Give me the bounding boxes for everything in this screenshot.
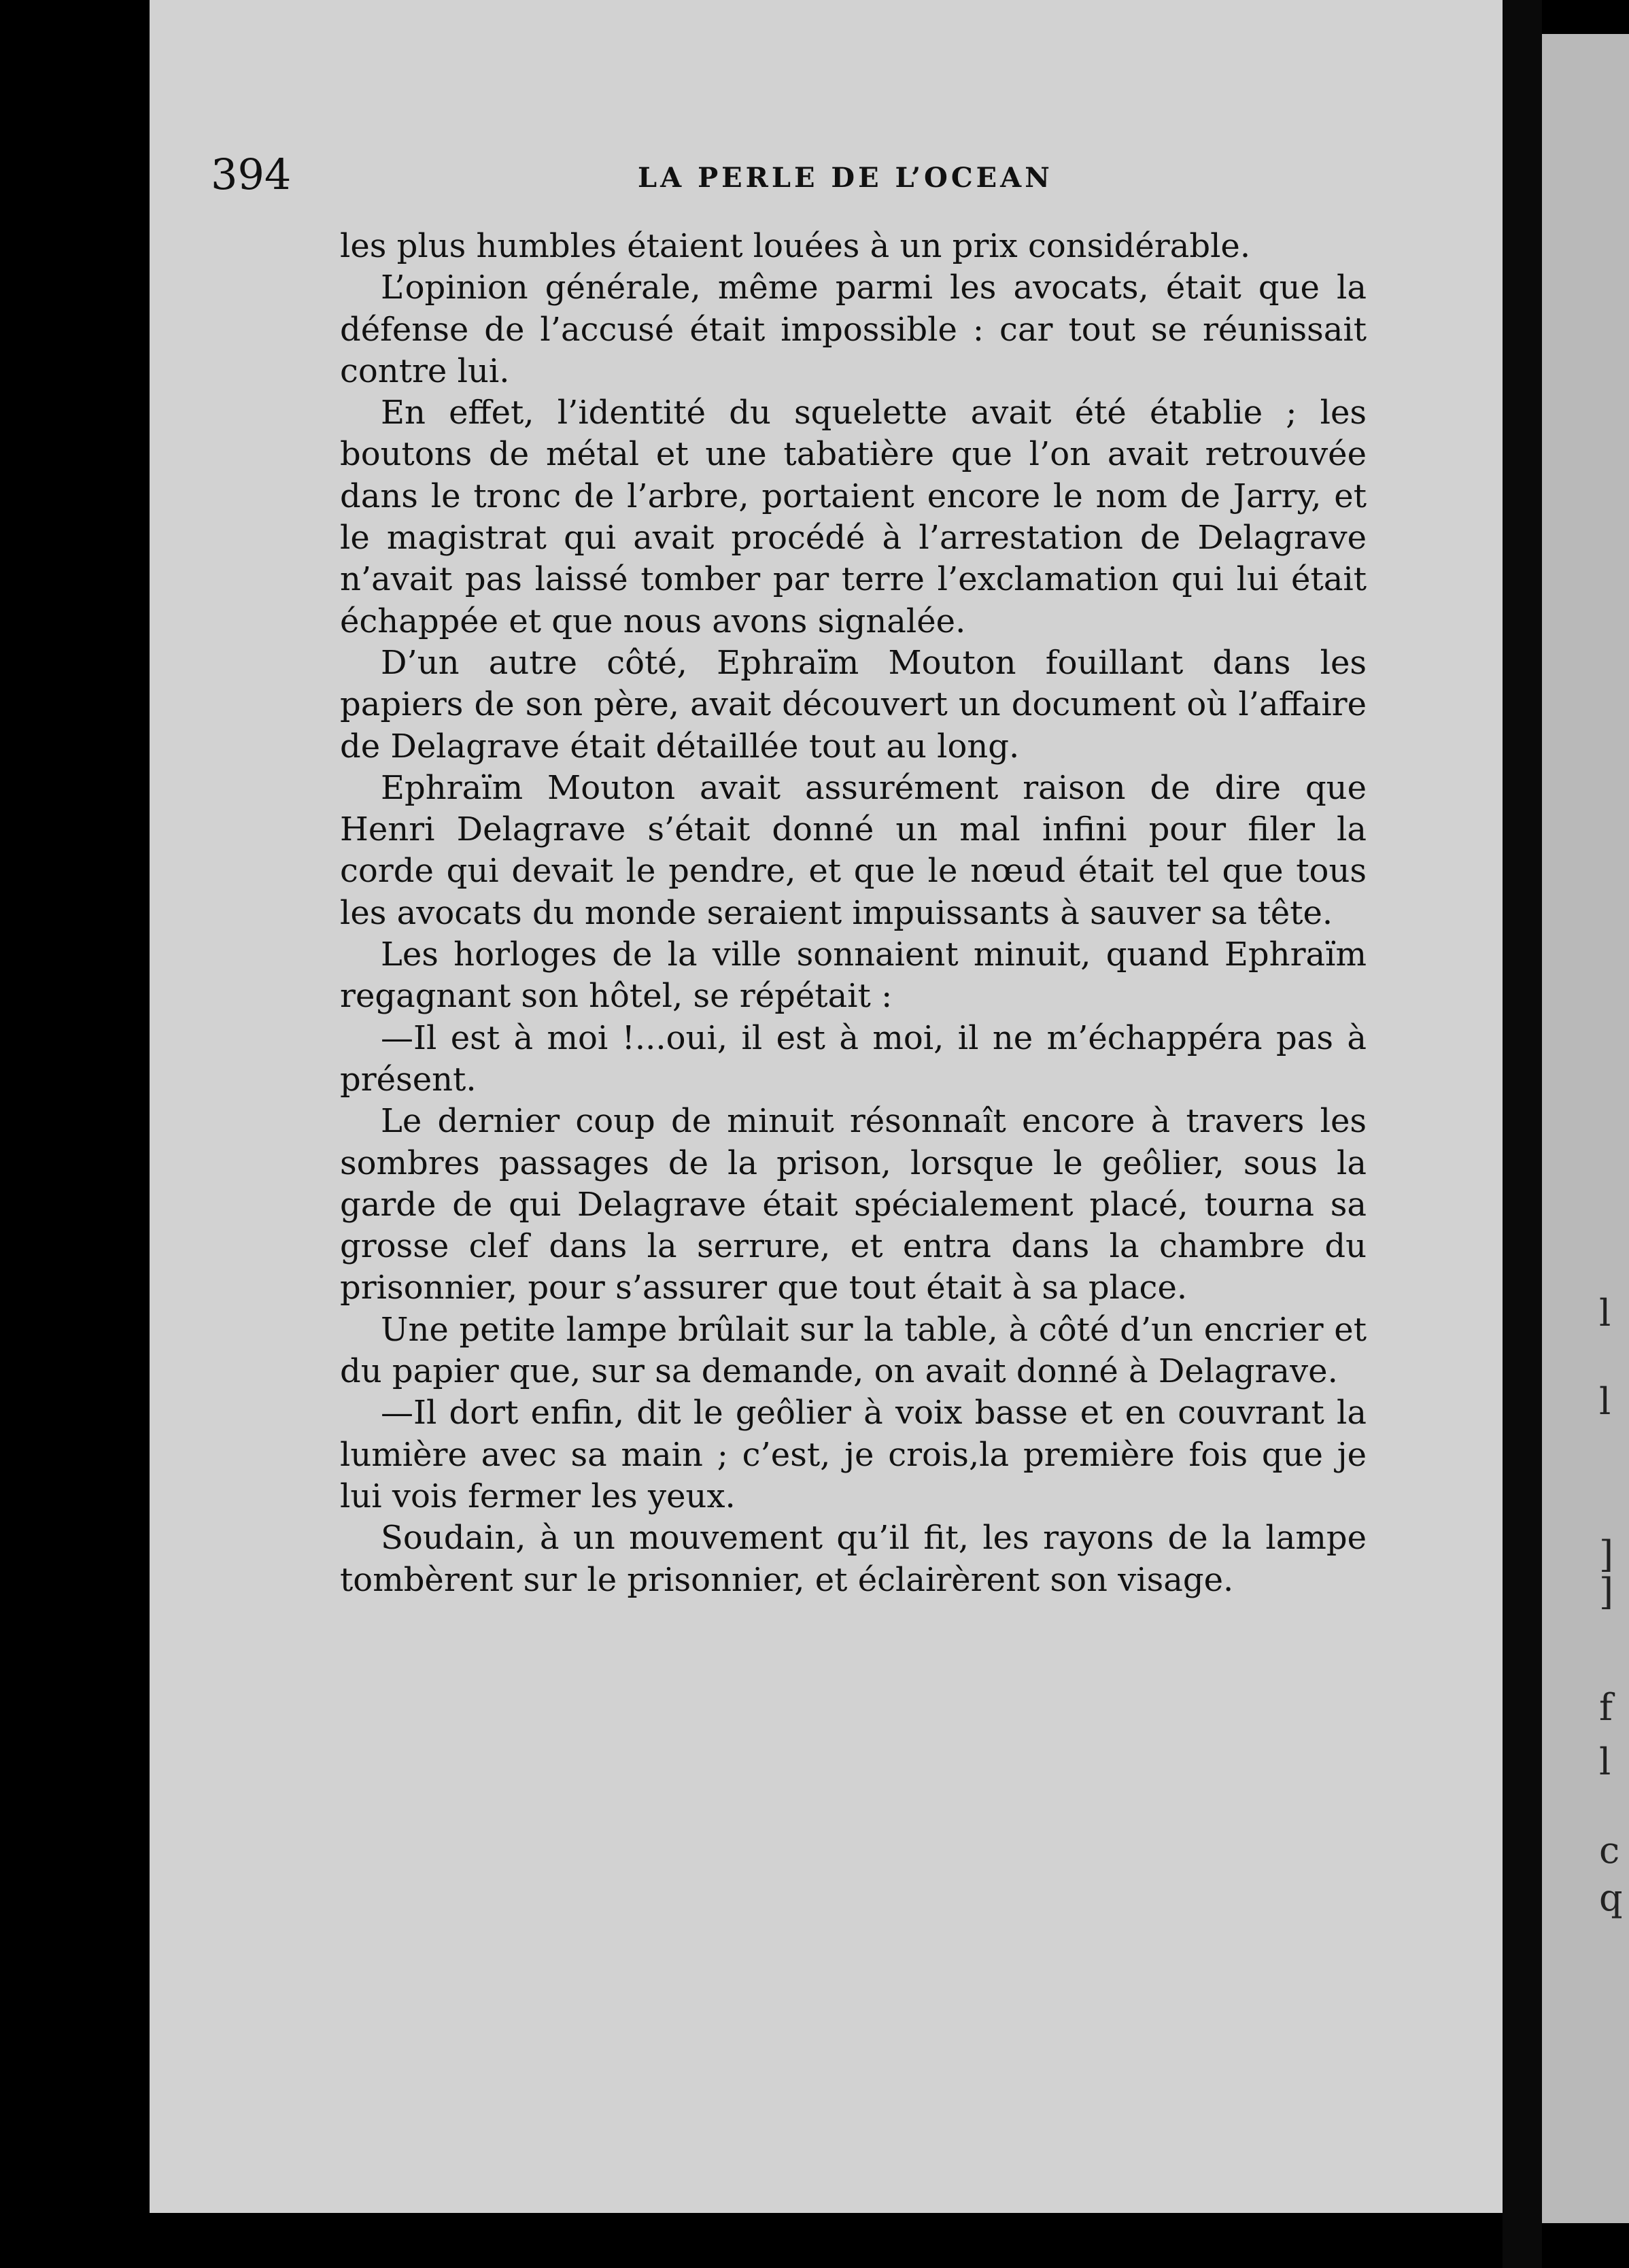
paragraph: Une petite lampe brûlait sur la table, à côté d’un encrier et du papier que, sur sa demande, on avait donné à Delagrave. xyxy=(340,1310,1367,1391)
paragraph: —Il est à moi !...oui, il est à moi, il ne m’échappéra pas à présent. xyxy=(340,1018,1367,1099)
edge-letter: f xyxy=(1599,1686,1613,1729)
paragraph: L’opinion générale, même parmi les avocats, était que la défense de l’accusé était impossible : car tout se réunissait contre lui. xyxy=(340,269,1367,390)
page-number: 394 xyxy=(211,150,292,199)
paragraph: Ephraïm Mouton avait assurément raison de dire que Henri Delagrave s’était donné un mal infini pour filer la corde qui devait le pendre, et que le nœud était tel que tous les avocats du monde seraient impuissants à sauver sa tête. xyxy=(340,768,1367,932)
edge-letter: c xyxy=(1599,1829,1620,1872)
paragraph: Soudain, à un mouvement qu’il fit, les rayons de la lampe tombèrent sur le prisonnier, et éclairèrent son visage. xyxy=(340,1519,1367,1599)
paragraph: les plus humbles étaient louées à un prix considérable. xyxy=(340,227,1251,265)
paragraph: D’un autre côté, Ephraïm Mouton fouillant dans les papiers de son père, avait découvert un document où l’affaire de Delagrave était détaillée tout au long. xyxy=(340,643,1367,766)
paragraph: Les horloges de la ville sonnaient minuit, quand Ephraïm regagnant son hôtel, se répétait : xyxy=(340,935,1367,1016)
edge-letter: ] xyxy=(1599,1570,1614,1613)
running-head xyxy=(211,143,1401,204)
paragraph: —Il dort enfin, dit le geôlier à voix basse et en couvrant la lumière avec sa main ; c’est, je crois,la première fois que je lui vois fermer les yeux. xyxy=(340,1394,1367,1515)
edge-letter: ] xyxy=(1599,1533,1614,1576)
gutter-shadow xyxy=(1503,0,1542,2268)
body-text xyxy=(340,226,1367,1601)
edge-letter: q xyxy=(1599,1876,1623,1919)
edge-letter: l xyxy=(1599,1292,1611,1335)
edge-letter: l xyxy=(1599,1740,1611,1783)
paragraph: En effet, l’identité du squelette avait été établie ; les boutons de métal et une tabatière que l’on avait retrouvée dans le tronc de l’arbre, portaient encore le nom de Jarry, et le magistrat qui avait procédé à l’arrestation de Delagrave n’avait pas laissé tomber par terre l’exclamation qui lui était échappée et que nous avons signalée. xyxy=(340,394,1367,640)
paragraph: Le dernier coup de minuit résonnaît encore à travers les sombres passages de la prison, lorsque le geôlier, sous la garde de qui Delagrave était spécialement placé, tourna sa grosse clef dans la serrure, et entra dans la chambre du prisonnier, pour s’assurer que tout était à sa place. xyxy=(340,1102,1367,1307)
running-title: LA PERLE DE L’OCEAN xyxy=(638,162,1053,194)
edge-letter: l xyxy=(1599,1380,1611,1423)
